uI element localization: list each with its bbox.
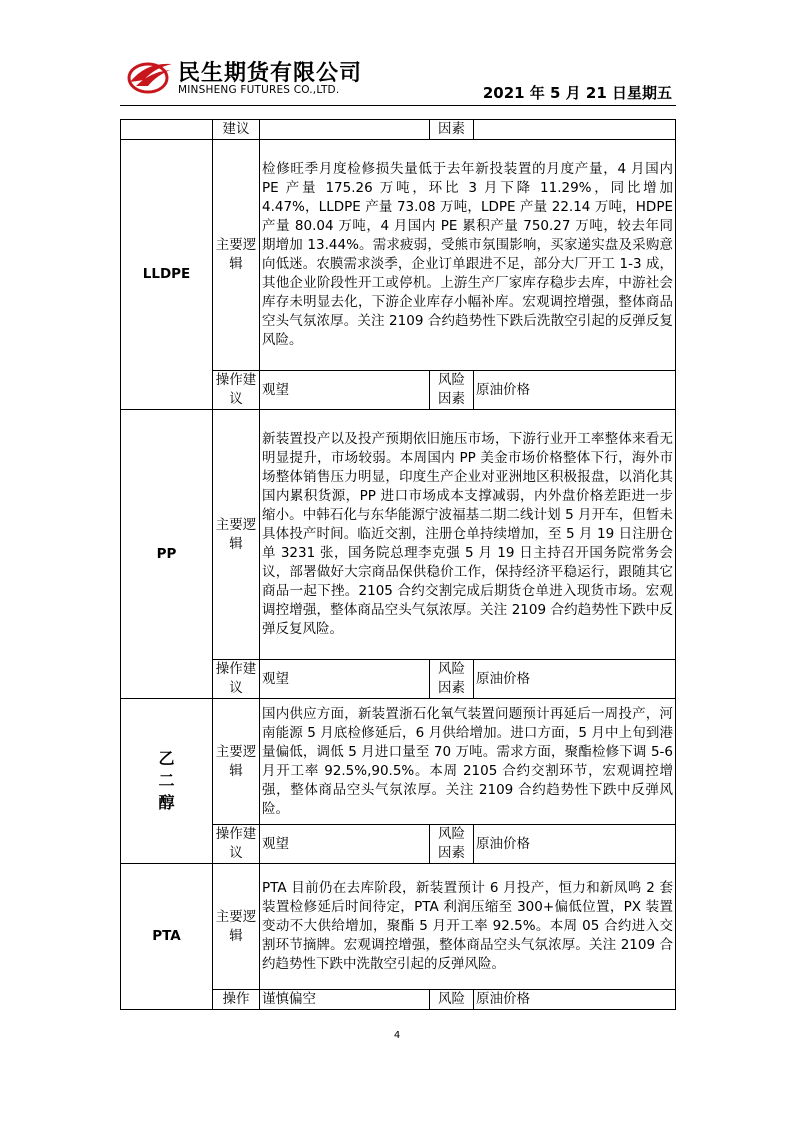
op-label: 建议 — [213, 120, 260, 140]
op-label: 操作建议 — [213, 371, 260, 410]
risk-label: 因素 — [430, 120, 474, 140]
logic-text: 检修旺季月度检修损失量低于去年新投装置的月度产量，4 月国内 PE 产量 175.26 万吨，环比 3 月下降 11.29%，同比增加 4.47%，LLDPE 产量 73.08 万吨，LDPE 产量 22.14 万吨，HDPE 产量 80.04 万吨，4 月国内 PE 累积产量 750.27 万吨，较去年同期增加 13.44%。需求疲弱，受熊市氛围影响，买家递实盘及采购意向低迷。农膜需求淡季，企业订单跟进不足，部分大厂开工 1-3 成，其他企业阶段性开工或停机。上游生产厂家库存稳步去库，中游社会库存未明显去化，下游企业库存小幅补库。宏观调控增强，整体商品空头气氛浓厚。关注 2109 合约趋势性下跌后洗散空引起的反弹反复风险。 — [260, 140, 676, 371]
risk-value: 原油价格 — [474, 990, 676, 1010]
section-row-meg — [121, 699, 676, 825]
logic-text: 新装置投产以及投产预期依旧施压市场，下游行业开工率整体来看无明显提升，市场较弱。本周国内 PP 美金市场价格整体下行，海外市场整体销售压力明显，印度生产企业对亚洲地区积极报盘，以消化其国内累积货源，PP 进口市场成本支撑减弱，内外盘价格差距进一步缩小。中韩石化与东华能源宁波福基二期二线计划 5 月开车，但暂未具体投产时间。临近交割，注册仓单持续增加，至 5 月 19 日注册仓单 3231 张，国务院总理李克强 5 月 19 日主持召开国务院常务会议，部署做好大宗商品保供稳价工作，保持经济平稳运行，跟随其它商品一起下挫。2105 合约交割完成后期货仓单进入现货市场。宏观调控增强，整体商品空头气氛浓厚。关注 2109 合约趋势性下跌中反弹反复风险。 — [260, 410, 676, 660]
commodity-name — [121, 699, 213, 864]
commodity-strategy-table — [120, 119, 676, 1010]
risk-label: 风险因素 — [430, 660, 474, 699]
op-value: 观望 — [260, 371, 430, 410]
op-value: 观望 — [260, 825, 430, 864]
minsheng-logo-icon — [126, 56, 174, 96]
section-row-lldpe — [121, 140, 676, 371]
page-number: 4 — [393, 1030, 401, 1041]
empty-cell — [474, 120, 676, 140]
logic-label: 主要逻辑 — [213, 140, 260, 371]
commodity-name: PTA — [121, 864, 213, 1010]
op-label: 操作建议 — [213, 660, 260, 699]
risk-value: 原油价格 — [474, 825, 676, 864]
section-row-pta — [121, 864, 676, 990]
op-label: 操作 — [213, 990, 260, 1010]
risk-label: 风险 — [430, 990, 474, 1010]
logic-label: 主要逻辑 — [213, 410, 260, 660]
op-value: 谨慎偏空 — [260, 990, 430, 1010]
commodity-name: PP — [121, 410, 213, 699]
empty-cell — [260, 120, 430, 140]
report-date: 2021 年 5 月 21 日星期五 — [482, 84, 672, 102]
commodity-name-text: 乙二醇 — [158, 749, 175, 812]
brand-name-cn: 民生期货有限公司 — [178, 61, 363, 86]
section-row-pp — [121, 410, 676, 660]
brand-name-en: MINSHENG FUTURES CO.,LTD. — [178, 84, 340, 96]
risk-label: 风险因素 — [430, 371, 474, 410]
risk-value: 原油价格 — [474, 371, 676, 410]
top-fragment-row — [121, 120, 676, 140]
logic-text: 国内供应方面，新装置浙石化氧气装置问题预计再延后一周投产，河南能源 5 月底检修延后，6 月供给增加。进口方面，5 月中上旬到港量偏低，调低 5 月进口量至 70 万吨。需求方面，聚酯检修下调 5-6 月开工率 92.5%,90.5%。本周 2105 合约交割环节，宏观调控增强，整体商品空头气氛浓厚。关注 2109 合约趋势性下跌中反弹风险。 — [260, 699, 676, 825]
logic-text: PTA 目前仍在去库阶段，新装置预计 6 月投产，恒力和新凤鸣 2 套装置检修延后时间待定，PTA 利润压缩至 300+偏低位置，PX 装置变动不大供给增加，聚酯 5 月开工率 92.5%。本周 05 合约进入交割环节摘牌。宏观调控增强，整体商品空头气氛浓厚。关注 2109 合约趋势性下跌中洗散空引起的反弹风险。 — [260, 864, 676, 990]
commodity-name: LLDPE — [121, 140, 213, 410]
op-label: 操作建议 — [213, 825, 260, 864]
risk-value: 原油价格 — [474, 660, 676, 699]
logic-label: 主要逻辑 — [213, 699, 260, 825]
op-value: 观望 — [260, 660, 430, 699]
empty-cell — [121, 120, 213, 140]
risk-label: 风险因素 — [430, 825, 474, 864]
logic-label: 主要逻辑 — [213, 864, 260, 990]
page-header — [120, 52, 676, 104]
header-divider — [120, 105, 676, 106]
